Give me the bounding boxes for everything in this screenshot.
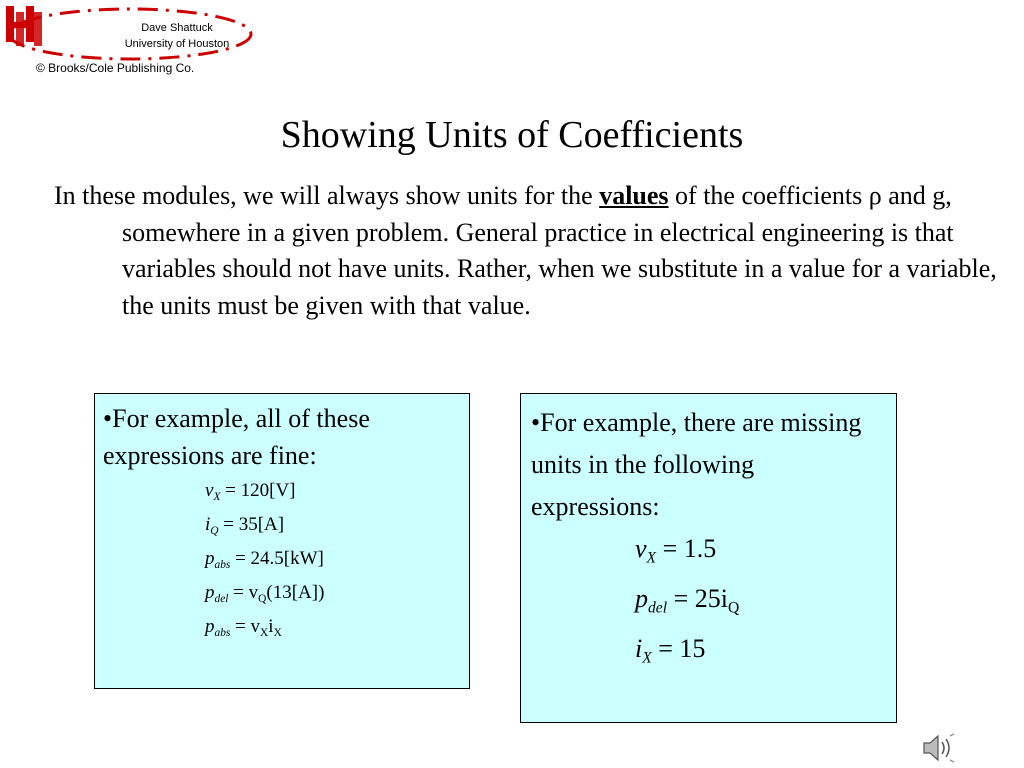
- equation-8: $i_X = 15$: [635, 634, 706, 667]
- good-examples-heading: •For example, all of these expressions are fine:: [103, 404, 370, 470]
- author-name: Dave Shattuck: [141, 22, 213, 34]
- speaker-icon[interactable]: [918, 732, 958, 764]
- missing-units-heading: •For example, there are missing units in the following expressions:: [531, 408, 862, 521]
- missing-units-box: [520, 393, 897, 723]
- equation-1: $v_X = 120[V]$: [205, 480, 296, 503]
- body-paragraph: [54, 178, 1012, 324]
- author-org: University of Houston: [124, 38, 230, 50]
- header-logo: [4, 4, 256, 64]
- body-text-part2: of the coefficients ρ and g, somewhere in a given problem. General practice in electrical engineering is that variables should not have units. Rather, when we substitute in a value for a variable, the units must be given with that value.: [122, 181, 997, 320]
- good-examples-box: [94, 393, 470, 689]
- body-text-part1: In these modules, we will always show units for the: [54, 181, 600, 210]
- copyright-text: © Brooks/Cole Publishing Co.: [36, 61, 195, 75]
- equation-7: $p_{del} = 25i_Q$: [635, 584, 740, 617]
- equation-3: $p_{abs} = 24.5[kW]$: [205, 548, 324, 571]
- uh-logo-icon: [4, 4, 44, 48]
- equation-2: $i_Q = 35[A]$: [205, 514, 285, 537]
- body-emphasis: values: [599, 181, 669, 210]
- equation-6: $v_X = 1.5$: [635, 534, 717, 567]
- equation-4: $p_{del} = v_Q(13[A])$: [205, 582, 325, 605]
- equation-5: $p_{abs} = v_Xi_X$: [205, 616, 282, 639]
- slide-title: Showing Units of Coefficients: [280, 114, 744, 156]
